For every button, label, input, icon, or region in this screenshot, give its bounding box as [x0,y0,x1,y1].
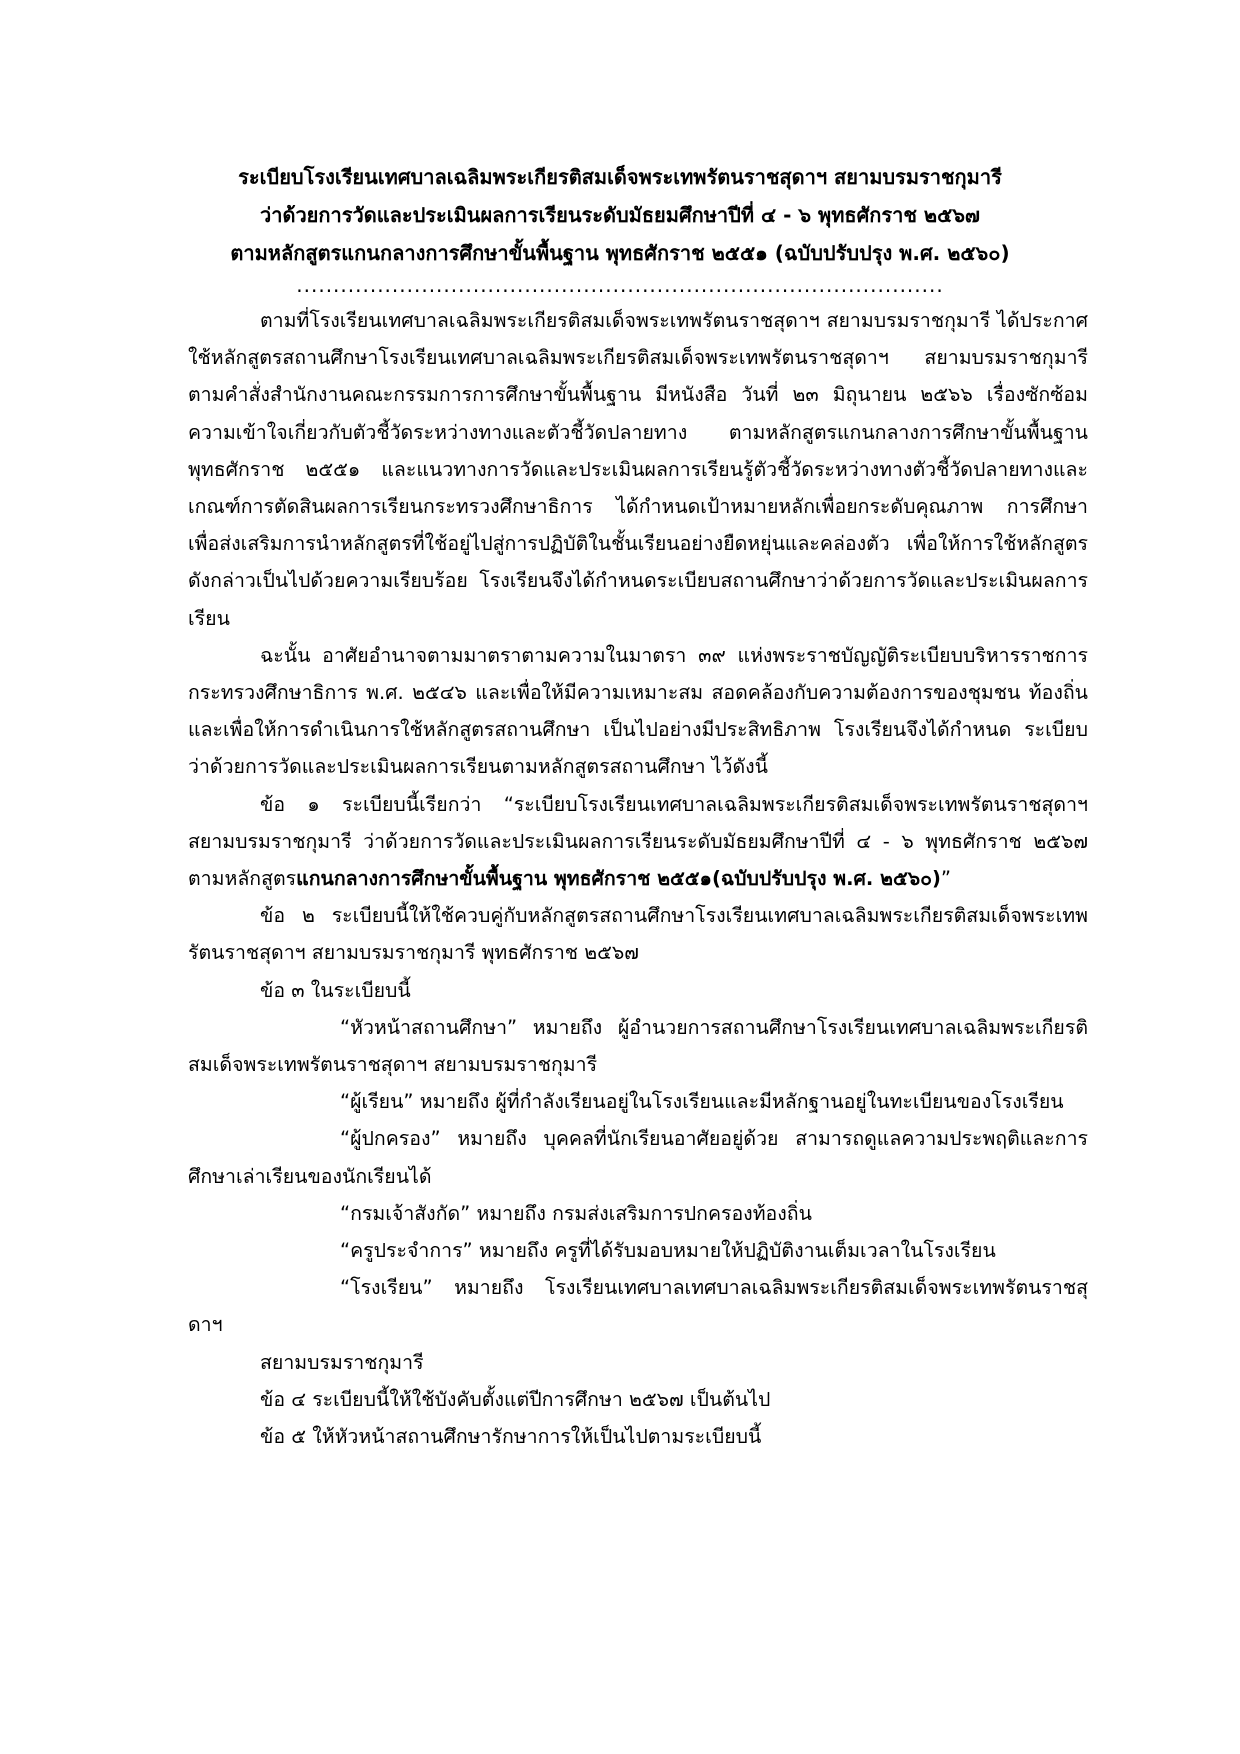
definition-department: “กรมเจ้าสังกัด” หมายถึง กรมส่งเสริมการปกครองท้องถิ่น [340,1201,812,1225]
definition-student: “ผู้เรียน” หมายถึง ผู้ที่กำลังเรียนอยู่ในโรงเรียนและมีหลักฐานอยู่ในทะเบียนของโรงเรียน [340,1090,1064,1114]
clause-1-bold-text: แกนกลางการศึกษาขั้นพื้นฐาน พุทธศักราช ๒๕๕๑(ฉบับปรับปรุง พ.ศ. ๒๕๖๐) [296,867,941,891]
dotted-divider: ........................................................................................ [296,273,944,297]
definition-school: “โรงเรียน” หมายถึง โรงเรียนเทศบาลเทศบาลเฉลิมพระเกียรติสมเด็จพระเทพรัตนราชสุดาฯ [188,1276,1088,1337]
definition-parent: “ผู้ปกครอง” หมายถึง บุคคลที่นักเรียนอาศัยอยู่ด้วย สามารถดูแลความประพฤติและการศึกษาเล่าเรียนของนักเรียนได้ [188,1127,1088,1188]
clause-1 [188,786,1088,898]
title-line-2: ว่าด้วยการวัดและประเมินผลการเรียนระดับมัธยมศึกษาปีที่ ๔ - ๖ พุทธศักราช ๒๕๖๗ [260,203,980,227]
title-line-1: ระเบียบโรงเรียนเทศบาลเฉลิมพระเกียรติสมเด็จพระเทพรัตนราชสุดาฯ สยามบรมราชกุมารี [238,165,1002,189]
authority-paragraph: ฉะนั้น อาศัยอำนาจตามมาตราตามความในมาตรา ๓๙ แห่งพระราชบัญญัติระเบียบบริหารราชการ กระทรวงศึกษาธิการ พ.ศ. ๒๕๔๖ และเพื่อให้มีความเหมาะสม สอดคล้องกับความต้องการของชุมชน ท้องถิ่น และเพื่อให้การดำเนินการใช้หลักสูตรสถานศึกษา เป็นไปอย่างมีประสิทธิภาพ โรงเรียนจึงได้กำหนด ระเบียบว่าด้วยการวัดและประเมินผลการเรียนตามหลักสูตรสถานศึกษา ไว้ดังนี้ [188,643,1088,779]
clause-5: ข้อ ๕ ให้หัวหน้าสถานศึกษารักษาการให้เป็นไปตามระเบียบนี้ [260,1425,762,1449]
document-body [188,302,1088,1455]
clause-3: ข้อ ๓ ในระเบียบนี้ [260,978,411,1002]
intro-paragraph: ตามที่โรงเรียนเทศบาลเฉลิมพระเกียรติสมเด็จพระเทพรัตนราชสุดาฯ สยามบรมราชกุมารี ได้ประกาศใช้หลักสูตรสถานศึกษาโรงเรียนเทศบาลเฉลิมพระเกียรติสมเด็จพระเทพรัตนราชสุดาฯ สยามบรมราชกุมารี ตามคำสั่งสำนักงานคณะกรรมการการศึกษาขั้นพื้นฐาน มีหนังสือ วันที่ ๒๓ มิถุนายน ๒๕๖๖ เรื่องซักซ้อมความเข้าใจเกี่ยวกับตัวชี้วัดระหว่างทางและตัวชี้วัดปลายทาง ตามหลักสูตรแกนกลางการศึกษาขั้นพื้นฐาน พุทธศักราช ๒๕๕๑ และแนวทางการวัดและประเมินผลการเรียนรู้ตัวชี้วัดระหว่างทางตัวชี้วัดปลายทางและเกณฑ์การตัดสินผลการเรียนกระทรวงศึกษาธิการ ได้กำหนดเป้าหมายหลักเพื่อยกระดับคุณภาพ การศึกษา เพื่อส่งเสริมการนำหลักสูตรที่ใช้อยู่ไปสู่การปฏิบัติในชั้นเรียนอย่างยืดหยุ่นและคล่องตัว เพื่อให้การใช้หลักสูตรดังกล่าวเป็นไปด้วยความเรียบร้อย โรงเรียนจึงได้กำหนดระเบียบสถานศึกษาว่าด้วยการวัดและประเมินผลการเรียน [188,309,1088,630]
document-title [140,158,1100,298]
clause-1-text: ข้อ ๑ ระเบียบนี้เรียกว่า “ระเบียบโรงเรียนเทศบาลเฉลิมพระเกียรติสมเด็จพระเทพรัตนราชสุดาฯ สยามบรมราชกุมารี ว่าด้วยการวัดและประเมินผลการเรียนระดับมัธยมศึกษาปีที่ ๔ - ๖ พุทธศักราช ๒๕๖๗ ตามหลักสูตร [188,792,1088,891]
clause-1-closing-quote: ” [940,867,952,891]
clause-2: ข้อ ๒ ระเบียบนี้ให้ใช้ควบคู่กับหลักสูตรสถานศึกษาโรงเรียนเทศบาลเฉลิมพระเกียรติสมเด็จพระเทพรัตนราชสุดาฯ สยามบรมราชกุมารี พุทธศักราช ๒๕๖๗ [188,904,1088,965]
clause-4: ข้อ ๔ ระเบียบนี้ให้ใช้บังคับตั้งแต่ปีการศึกษา ๒๕๖๗ เป็นต้นไป [260,1387,771,1411]
definition-school-continued: สยามบรมราชกุมารี [260,1350,424,1374]
definition-head-of-school: “หัวหน้าสถานศึกษา” หมายถึง ผู้อำนวยการสถานศึกษาโรงเรียนเทศบาลเฉลิมพระเกียรติสมเด็จพระเทพรัตนราชสุดาฯ สยามบรมราชกุมารี [188,1015,1088,1077]
title-line-3: ตามหลักสูตรแกนกลางการศึกษาขั้นพื้นฐาน พุทธศักราช ๒๕๕๑ (ฉบับปรับปรุง พ.ศ. ๒๕๖๐) [230,241,1010,265]
definition-teacher: “ครูประจำการ” หมายถึง ครูที่ได้รับมอบหมายให้ปฏิบัติงานเต็มเวลาในโรงเรียน [340,1239,996,1263]
